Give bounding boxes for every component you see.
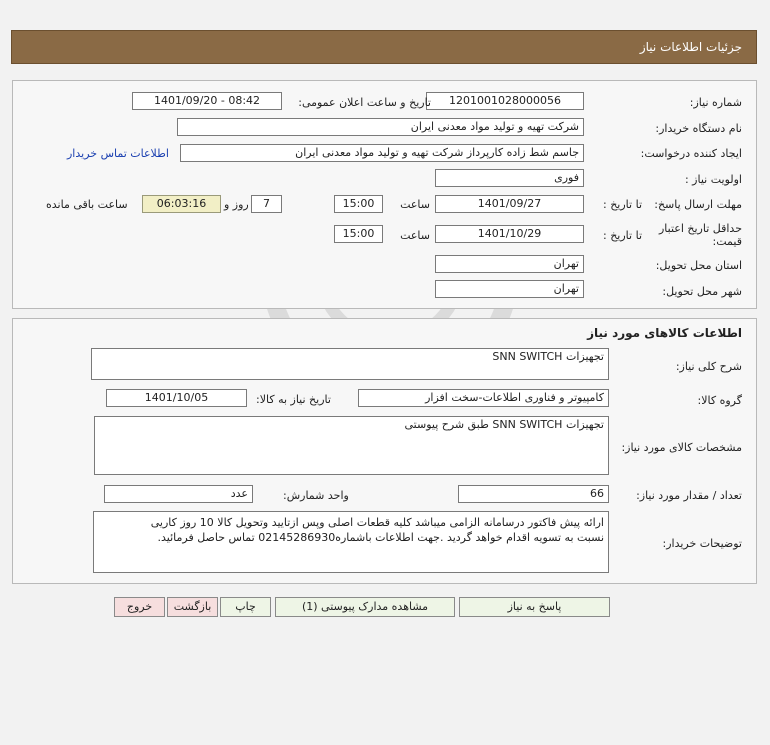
buyer-notes-line2: نسبت به تسویه اقدام خواهد گردید .جهت اطلاعات باشماره02145286930 تماس حاصل فرمائید.: [157, 531, 604, 544]
need-number-field: 1201001028000056: [426, 92, 584, 110]
city-field: تهران: [435, 280, 584, 298]
buyer-notes-label: توضیحات خریدار:: [662, 537, 742, 550]
deadline-time-field: 15:00: [334, 195, 383, 213]
attachments-button[interactable]: مشاهده مدارک پیوستی (1): [275, 597, 455, 617]
goods-section-title: اطلاعات کالاهای مورد نیاز: [587, 326, 742, 340]
goods-group-field: کامپیوتر و فناوری اطلاعات-سخت افزار: [358, 389, 609, 407]
need-details-panel: [12, 80, 757, 309]
need-date-field: 1401/10/05: [106, 389, 247, 407]
announce-label: تاریخ و ساعت اعلان عمومی:: [298, 96, 431, 109]
need-date-label: تاریخ نیاز به کالا:: [256, 393, 331, 406]
creator-field: جاسم شط زاده کارپرداز شرکت تهیه و تولید مواد معدنی ایران: [180, 144, 584, 162]
reply-button[interactable]: پاسخ به نیاز: [459, 597, 610, 617]
specs-field: تجهیزات SNN SWITCH طبق شرح پیوستی: [94, 416, 609, 475]
announce-field: 1401/09/20 - 08:42: [132, 92, 282, 110]
specs-label: مشخصات کالای مورد نیاز:: [621, 441, 742, 454]
unit-field: عدد: [104, 485, 253, 503]
unit-label: واحد شمارش:: [283, 489, 349, 502]
validity-date-field: 1401/10/29: [435, 225, 584, 243]
buyer-notes-line1: ارائه پیش فاکتور درسامانه الزامی میباشد کلیه قطعات اصلی وپس ازتایید وتحویل کالا 10 روز کاریی: [150, 516, 604, 529]
remaining-time-field: 06:03:16: [142, 195, 221, 213]
back-button[interactable]: بازگشت: [167, 597, 218, 617]
quantity-label: تعداد / مقدار مورد نیاز:: [636, 489, 742, 502]
creator-label: ایجاد کننده درخواست:: [640, 147, 742, 160]
exit-button[interactable]: خروج: [114, 597, 165, 617]
quantity-field: 66: [458, 485, 609, 503]
priority-label: اولویت نیاز :: [684, 173, 742, 186]
validity-time-field: 15:00: [334, 225, 383, 243]
page-header: [11, 30, 757, 64]
summary-label: شرح کلی نیاز:: [675, 360, 742, 373]
days-remaining-field: 7: [251, 195, 282, 213]
province-label: استان محل تحویل:: [655, 259, 742, 272]
summary-field: تجهیزات SNN SWITCH: [91, 348, 609, 380]
need-number-label: شماره نیاز:: [689, 96, 742, 109]
validity-time-label: ساعت: [400, 229, 430, 242]
buyer-org-field: شرکت تهیه و تولید مواد معدنی ایران: [177, 118, 584, 136]
goods-group-label: گروه کالا:: [697, 394, 742, 407]
validity-label: حداقل تاریخ اعتبار قیمت:: [658, 222, 742, 248]
print-button[interactable]: چاپ: [220, 597, 271, 617]
days-label: روز و: [224, 198, 249, 211]
buyer-org-label: نام دستگاه خریدار:: [655, 122, 742, 135]
province-field: تهران: [435, 255, 584, 273]
validity-until-label: تا تاریخ :: [603, 229, 642, 242]
buyer-notes-field: [93, 511, 609, 573]
priority-field: فوری: [435, 169, 584, 187]
remaining-label: ساعت باقی مانده: [46, 198, 128, 211]
deadline-date-field: 1401/09/27: [435, 195, 584, 213]
deadline-until-label: تا تاریخ :: [603, 198, 642, 211]
deadline-label: مهلت ارسال پاسخ:: [654, 198, 742, 211]
deadline-time-label: ساعت: [400, 198, 430, 211]
buyer-contact-link[interactable]: اطلاعات تماس خریدار: [67, 147, 169, 160]
page-title: جزئیات اطلاعات نیاز: [639, 40, 742, 54]
city-label: شهر محل تحویل:: [662, 285, 742, 298]
